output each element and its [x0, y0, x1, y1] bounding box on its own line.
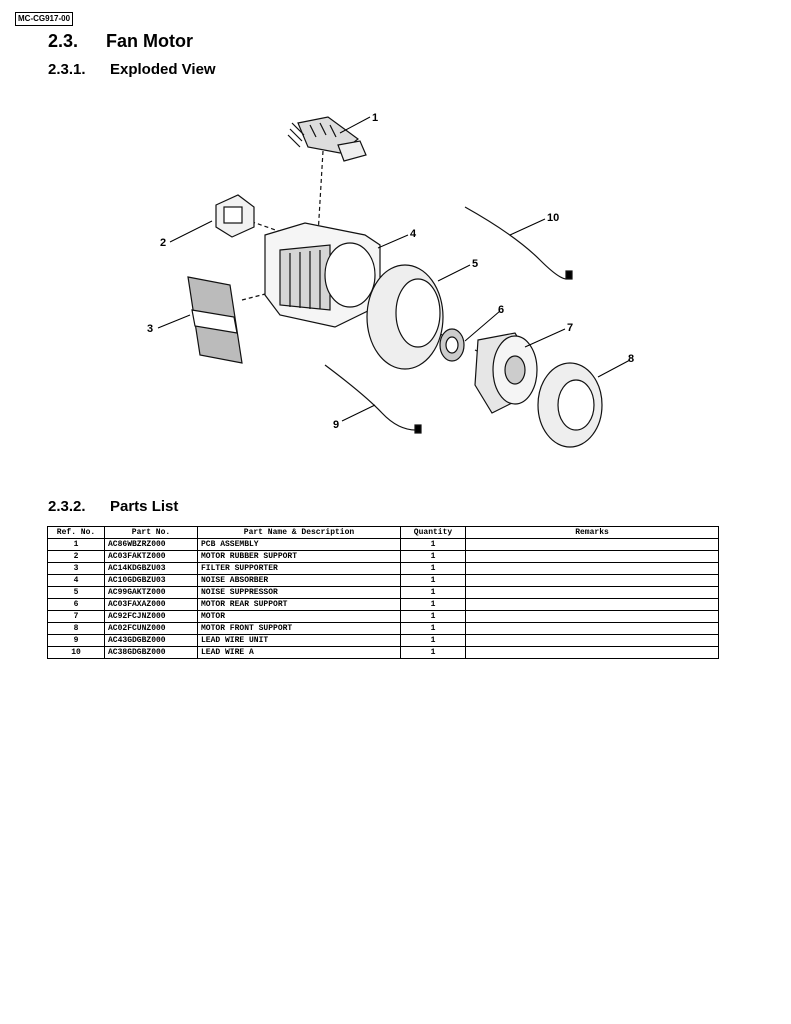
part-no-cell: AC10GDGBZU03	[105, 575, 198, 587]
ref-cell: 10	[48, 647, 105, 659]
callout-7: 7	[567, 322, 574, 334]
callout-8: 8	[628, 353, 635, 365]
callout-3: 3	[147, 323, 154, 335]
quantity-cell: 1	[401, 539, 466, 551]
table-row	[48, 635, 719, 647]
part-no-cell: AC99GAKTZ000	[105, 587, 198, 599]
ref-cell: 7	[48, 611, 105, 623]
motor-rubber-support-drawing	[216, 195, 254, 237]
remarks-cell	[466, 575, 719, 587]
ref-cell: 9	[48, 635, 105, 647]
column-header-name: Part Name & Description	[198, 527, 401, 539]
part-no-cell: AC43GDGBZ000	[105, 635, 198, 647]
table-row	[48, 575, 719, 587]
filter-supporter-drawing	[188, 277, 242, 363]
model-tag: MC-CG917-00	[15, 12, 73, 26]
callout-4: 4	[410, 228, 417, 240]
parts-list-number: 2.3.2.	[48, 498, 86, 515]
remarks-cell	[466, 623, 719, 635]
table-row	[48, 563, 719, 575]
table-row	[48, 551, 719, 563]
callout-5: 5	[472, 258, 479, 270]
exploded-view-title: Exploded View	[110, 61, 216, 78]
quantity-cell: 1	[401, 599, 466, 611]
name-cell: NOISE SUPPRESSOR	[198, 587, 401, 599]
ref-cell: 6	[48, 599, 105, 611]
ref-cell: 5	[48, 587, 105, 599]
ref-cell: 3	[48, 563, 105, 575]
noise-absorber-drawing	[265, 223, 380, 327]
name-cell: LEAD WIRE UNIT	[198, 635, 401, 647]
column-header-part-no: Part No.	[105, 527, 198, 539]
ref-cell: 4	[48, 575, 105, 587]
name-cell: NOISE ABSORBER	[198, 575, 401, 587]
section-title: Fan Motor	[106, 31, 193, 51]
remarks-cell	[466, 539, 719, 551]
part-no-cell: AC86WBZRZ000	[105, 539, 198, 551]
remarks-cell	[466, 635, 719, 647]
quantity-cell: 1	[401, 551, 466, 563]
name-cell: LEAD WIRE A	[198, 647, 401, 659]
name-cell: MOTOR RUBBER SUPPORT	[198, 551, 401, 563]
callout-9: 9	[333, 419, 340, 431]
section-number: 2.3.	[48, 31, 79, 51]
table-row	[48, 611, 719, 623]
quantity-cell: 1	[401, 611, 466, 623]
quantity-cell: 1	[401, 623, 466, 635]
remarks-cell	[466, 599, 719, 611]
callout-2: 2	[160, 237, 167, 249]
exploded-view-number: 2.3.1.	[48, 61, 86, 78]
quantity-cell: 1	[401, 587, 466, 599]
name-cell: FILTER SUPPORTER	[198, 563, 401, 575]
column-header-remarks: Remarks	[466, 527, 719, 539]
noise-suppressor-drawing	[367, 265, 443, 369]
parts-list-heading	[48, 498, 178, 515]
parts-list-table	[47, 526, 719, 659]
quantity-cell: 1	[401, 563, 466, 575]
ref-cell: 1	[48, 539, 105, 551]
ref-cell: 8	[48, 623, 105, 635]
part-no-cell: AC02FCUNZ000	[105, 623, 198, 635]
motor-drawing	[475, 333, 537, 413]
quantity-cell: 1	[401, 635, 466, 647]
remarks-cell	[466, 563, 719, 575]
column-header-ref: Ref. No.	[48, 527, 105, 539]
ref-cell: 2	[48, 551, 105, 563]
table-row	[48, 623, 719, 635]
remarks-cell	[466, 647, 719, 659]
exploded-view-heading	[48, 61, 216, 78]
name-cell: MOTOR REAR SUPPORT	[198, 599, 401, 611]
callout-1: 1	[372, 112, 379, 124]
name-cell: PCB ASSEMBLY	[198, 539, 401, 551]
callout-10: 10	[547, 212, 560, 224]
table-row	[48, 539, 719, 551]
section-heading	[48, 31, 193, 52]
part-no-cell: AC03FAKTZ000	[105, 551, 198, 563]
part-no-cell: AC38GDGBZ000	[105, 647, 198, 659]
motor-rear-support-drawing	[440, 329, 464, 361]
table-header-row	[48, 527, 719, 539]
table-row	[48, 647, 719, 659]
remarks-cell	[466, 611, 719, 623]
quantity-cell: 1	[401, 575, 466, 587]
parts-table-body	[48, 539, 719, 659]
part-no-cell: AC03FAXAZ000	[105, 599, 198, 611]
part-no-cell: AC14KDGBZU03	[105, 563, 198, 575]
name-cell: MOTOR	[198, 611, 401, 623]
parts-list-title: Parts List	[110, 498, 179, 515]
motor-front-support-drawing	[538, 363, 602, 447]
table-row	[48, 587, 719, 599]
pcb-assembly-drawing	[288, 117, 366, 161]
callout-6: 6	[498, 304, 505, 316]
table-row	[48, 599, 719, 611]
quantity-cell: 1	[401, 647, 466, 659]
name-cell: MOTOR FRONT SUPPORT	[198, 623, 401, 635]
column-header-quantity: Quantity	[401, 527, 466, 539]
exploded-view-diagram	[130, 95, 690, 465]
remarks-cell	[466, 551, 719, 563]
remarks-cell	[466, 587, 719, 599]
part-no-cell: AC92FCJNZ000	[105, 611, 198, 623]
